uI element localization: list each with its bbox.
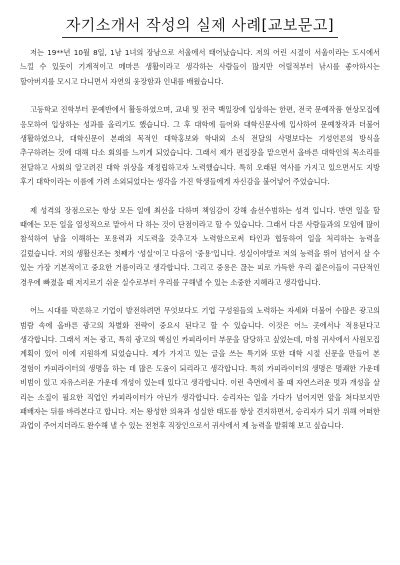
paragraph-intro: 저는 19**년 10월 8일, 1남 1녀의 장남으로 서울에서 태어났습니다. 저의 어린 시절이 서울이라는 도시에서 느낄 수 있듯이 기계적이고 메마른 생활이라고 생각하는 사람들이 많지만 어릴적부터 낚시를 좋아하시는 할아버지를 모시고 다니면서 자연의 웅장함과 인내를 배웠습니다.	[20, 48, 380, 86]
paragraph-motivation: 어느 시대를 막론하고 기업이 발전하려면 무엇보다도 기업 구성원들의 노력하는 자세와 더불어 수많은 광고의 범람 속에 올바른 광고의 차별화 전략이 중요시 된다고 할 수 있습니다. 이것은 어느 곳에서나 적용된다고 생각합니다. 그래서 저는 광고, 특히 광고의 핵심인 카피라이터 부문을 담당하고 싶었는데, 마침 귀사에서 사원모집 계획이 있어 이에 지원하게 되었습니다. 제가 가지고 있는 글을 쓰는 특기와 또한 대학 시절 신문을 만들어 본 경험이 카피라이터의 생명을 하는 데 많은 도움이 되리라고 생각합니다. 특히 카피라이터의 생명은 명쾌한 가운데 비범이 있고 자유스러운 가운데 개성이 있는데 있다고 생각합니다. 이런 측면에서 볼 때 자연스러운 멋과 개성을 살 리는 소질이 필요한 직업인 카피라이터가 아닌가 생각합니다. 승리자는 일을 가다가 넘어지면 앞을 쳐다보지만 패배자는 뒤를 바라본다고 합니다. 저는 왕성한 의욕과 성실한 태도를 항상 견지하면서, 승리자가 되기 위해 어떠한 과업이 주어지더라도 완수해 낼 수 있는 전천후 직장인으로서 귀사에서 제 능력을 발휘해 보고 싶습니다.	[20, 306, 380, 431]
paragraph-personality: 제 성격의 장점으로는 항상 모든 일에 최선을 다하며 책임감이 강해 솔선수범하는 성격 입니다. 반면 일을 할 때에는 모든 일을 열성적으로 맡아서 다 하는 것이 단점이라고 할 수 있습니다. 그래서 다른 사람들과의 모임에 많이 참석하여 남을 이해하는 포용력과 지도력을 갖추고자 노력함으로써 타인과 협동하여 일을 처리하는 능력을 길렀습니다. 저의 생활신조는 첫째가 '성실'이고 다음이 '중용'입니다. 성실이야말로 저의 능력을 뛰어 넘어서 살 수 있는 가장 기본적이고 중요한 거름이라고 생각합니다. 그리고 중용은 끊는 피로 가득한 우리 젊은이들이 극단적인 경우에 빠졌을 때 저지르기 쉬운 실수로부터 우리를 구해낼 수 있는 소중한 지혜라고 생각합니다.	[20, 205, 380, 287]
paragraph-education: 고등학교 진학부터 문예반에서 활동하였으며, 교내 및 전국 백일장에 입상하는 한편, 전국 문예작품 현상모집에 응모하여 입상하는 성과를 올리기도 했습니다. 그 후 대학에 들어와 대학신문사에 입사하여 문예창작과 더불어 생활하였으나, 대학신문이 본래의 목적인 대학홍보와 학내외 소식 전달의 사명보다는 기성언론의 방식을 추구하려는 것에 대해 다소 회의를 느끼게 되었습니다. 그래서 제가 편집장을 맡으면서 올바른 대학인의 목소리를 전달하고 사회의 알고려진 대학 위상을 재정립하고자 노력했습니다. 특히 오래된 역사를 가지고 있으면서도 지방 후기 대학이라는 이름에 가려 소외되었다는 생각을 가진 학생들에게 자신감을 불어넣어 주었습니다.	[20, 105, 380, 187]
document-title: 자기소개서 작성의 실제 사례[교보문고]	[62, 14, 338, 38]
title-container	[20, 14, 380, 38]
